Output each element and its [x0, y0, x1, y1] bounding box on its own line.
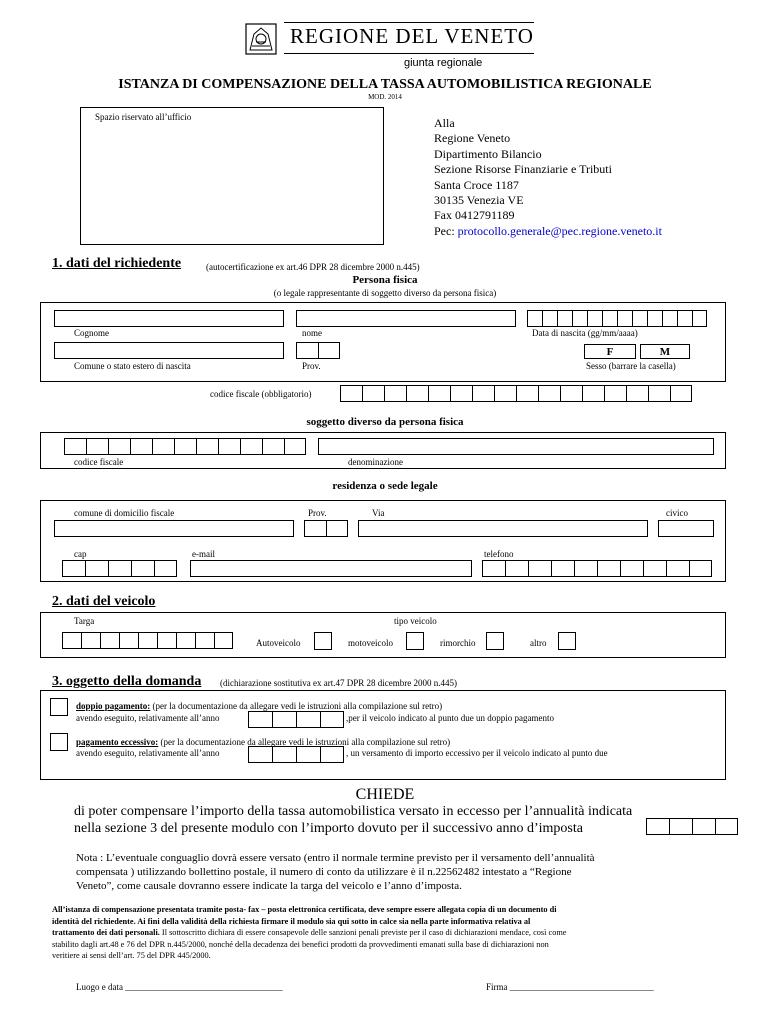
luogo-data-line[interactable]: Luogo e data ___________________________________: [76, 982, 283, 992]
pec-line: [434, 224, 662, 239]
pec-email-link[interactable]: protocollo.generale@pec.regione.veneto.it: [457, 223, 662, 238]
opt1-heading: [76, 701, 442, 711]
civico-label: civico: [666, 508, 688, 518]
persona-fisica-note: (o legale rappresentante di soggetto diverso da persona fisica): [273, 288, 497, 298]
autoveicolo-label: Autoveicolo: [256, 638, 301, 648]
nota-block: [76, 851, 595, 893]
anno-imposta-cells[interactable]: [646, 818, 738, 835]
address-line: Alla: [434, 116, 455, 130]
cf-soggetto-label: codice fiscale: [74, 457, 124, 467]
nome-label: nome: [302, 328, 322, 338]
opt2-line: avendo eseguito, relativamente all’anno: [76, 748, 220, 758]
address-line: Santa Croce 1187: [434, 177, 519, 192]
mod-number: MOD. 2014: [368, 93, 402, 101]
legal-line: identità del richiedente. Ai fini della validità della richiesta firmare il modulo sia qui sotto in calce sia nella parte informativa relativa al: [52, 916, 531, 926]
doppio-pagamento-checkbox[interactable]: [50, 698, 68, 716]
address-line: Regione Veneto: [434, 131, 511, 146]
sex-m-label: M: [659, 346, 671, 358]
prov-label: Prov.: [302, 361, 321, 371]
opt1-note: (per la documentazione da allegare vedi le istruzioni alla compilazione sul retro): [150, 701, 443, 711]
legal-bold: trattamento dei dati personali.: [52, 928, 160, 938]
autoveicolo-checkbox[interactable]: [314, 632, 332, 650]
chiede-line1: di poter compensare l’importo della tassa automobilistica versato in eccesso per l’annualità indicata: [74, 804, 633, 819]
address-line: Sezione Risorse Finanziarie e Tributi: [434, 162, 612, 177]
sex-f-box[interactable]: [584, 344, 636, 359]
address-block: [434, 116, 662, 239]
via-label: Via: [372, 508, 385, 518]
email-field[interactable]: [190, 560, 472, 577]
tipo-veicolo-label: tipo veicolo: [394, 616, 437, 626]
section3-title: 3. oggetto della domanda: [52, 674, 202, 689]
section1-title: 1. dati del richiedente: [52, 256, 182, 271]
region-seal-icon: [244, 22, 278, 56]
legal-line: [52, 927, 698, 939]
telefono-label: telefono: [484, 549, 514, 559]
cognome-field[interactable]: [54, 310, 284, 327]
residenza-heading: residenza o sede legale: [332, 480, 438, 492]
opt1-year-cells[interactable]: [248, 711, 344, 728]
nota-line: Veneto”, come causale dovranno essere indicate la targa del veicolo e l’anno d’imposta.: [76, 880, 462, 892]
document-title: ISTANZA DI COMPENSAZIONE DELLA TASSA AUTOMOBILISTICA REGIONALE: [118, 77, 652, 92]
sex-m-box[interactable]: [640, 344, 690, 359]
persona-fisica-heading: Persona fisica: [352, 274, 418, 286]
email-label: e-mail: [192, 549, 215, 559]
opt1-tail: ,per il veicolo indicato al punto due un doppio pagamento: [346, 713, 554, 723]
section1-note: (autocertificazione ex art.46 DPR 28 dicembre 2000 n.445): [206, 262, 420, 272]
motoveicolo-checkbox[interactable]: [406, 632, 424, 650]
motoveicolo-label: motoveicolo: [348, 638, 393, 648]
targa-label: Targa: [74, 616, 95, 626]
soggetto-diverso-heading: soggetto diverso da persona fisica: [306, 416, 464, 428]
targa-cells[interactable]: [62, 632, 233, 649]
chiede-heading: CHIEDE: [355, 786, 415, 803]
via-field[interactable]: [358, 520, 648, 537]
office-label: Spazio riservato all’ufficio: [95, 112, 192, 122]
prov2-label: Prov.: [308, 508, 327, 518]
legal-text: [52, 904, 698, 962]
opt1-title: doppio pagamento:: [76, 701, 151, 711]
address-line: Fax 0412791189: [434, 208, 515, 223]
firma-line[interactable]: Firma ________________________________: [486, 982, 654, 992]
rimorchio-checkbox[interactable]: [486, 632, 504, 650]
comune-domicilio-field[interactable]: [54, 520, 294, 537]
nome-field[interactable]: [296, 310, 516, 327]
opt2-year-cells[interactable]: [248, 746, 344, 763]
cognome-label: Cognome: [74, 328, 109, 338]
legal-rest: Il sottoscritto dichiara di essere consapevole delle sanzioni penali previste per il caso di dichiarazioni mendace, così come: [159, 928, 567, 938]
civico-field[interactable]: [658, 520, 714, 537]
telefono-cells[interactable]: [482, 560, 712, 577]
birthdate-cells[interactable]: [527, 310, 707, 327]
section3-note: (dichiarazione sostitutiva ex art.47 DPR 28 dicembre 2000 n.445): [220, 678, 457, 688]
codice-fiscale-label: codice fiscale (obbligatorio): [210, 389, 312, 399]
sex-label: Sesso (barrare la casella): [586, 361, 676, 371]
address-line: 30135 Venezia VE: [434, 193, 524, 208]
opt2-note: (per la documentazione da allegare vedi le istruzioni alla compilazione sul retro): [158, 737, 451, 747]
sex-f-label: F: [606, 346, 614, 358]
pagamento-eccessivo-checkbox[interactable]: [50, 733, 68, 751]
cf-soggetto-cells[interactable]: [64, 438, 306, 455]
nota-line: compensata ) utilizzando bollettino postale, il numero di conto da utilizzare è il n.22562482 intestato a “Regione: [76, 866, 572, 878]
opt2-tail: , un versamento di importo eccessivo per il veicolo indicato al punto due: [346, 748, 608, 758]
altro-label: altro: [530, 638, 547, 648]
comune-domicilio-label: comune di domicilio fiscale: [74, 508, 175, 518]
nota-line: Nota : L’eventuale conguaglio dovrà essere versato (entro il normale termine previsto per il versamento dell’annualità: [76, 852, 595, 864]
rimorchio-label: rimorchio: [440, 638, 476, 648]
section2-title: 2. dati del veicolo: [52, 594, 156, 609]
birthplace-label: Comune o stato estero di nascita: [74, 361, 191, 371]
denominazione-label: denominazione: [348, 457, 403, 467]
opt1-line: avendo eseguito, relativamente all’anno: [76, 713, 220, 723]
cap-label: cap: [74, 549, 87, 559]
cap-cells[interactable]: [62, 560, 177, 577]
legal-line: All’istanza di compensazione presentata tramite posta- fax – posta elettronica certificata, deve sempre essere allegata copia di un documento di: [52, 905, 557, 914]
legal-line: veritiere ai sensi dell’art. 75 del DPR 445/2000.: [52, 951, 211, 961]
altro-checkbox[interactable]: [558, 632, 576, 650]
prov-cells[interactable]: [296, 342, 340, 359]
prov2-cells[interactable]: [304, 520, 348, 537]
opt2-title: pagamento eccessivo:: [76, 737, 159, 747]
pec-label: Pec:: [434, 223, 458, 238]
birthdate-label: Data di nascita (gg/mm/aaaa): [532, 328, 638, 338]
logo-text: REGIONE DEL VENETO: [290, 24, 534, 48]
birthplace-field[interactable]: [54, 342, 284, 359]
chiede-line2: nella sezione 3 del presente modulo con l’importo dovuto per il successivo anno d’imposta: [74, 821, 583, 836]
codice-fiscale-cells[interactable]: [340, 385, 692, 402]
address-line: Dipartimento Bilancio: [434, 146, 542, 161]
giunta-subtitle: giunta regionale: [404, 57, 483, 69]
legal-line: stabilito dagli art.48 e 76 del DPR n.445/2000, nonché della decadenza dei benefici prodotti da provvedimenti emanati sulla base di dichiarazioni non: [52, 939, 549, 949]
denominazione-field[interactable]: [318, 438, 714, 455]
office-box: [80, 107, 384, 245]
